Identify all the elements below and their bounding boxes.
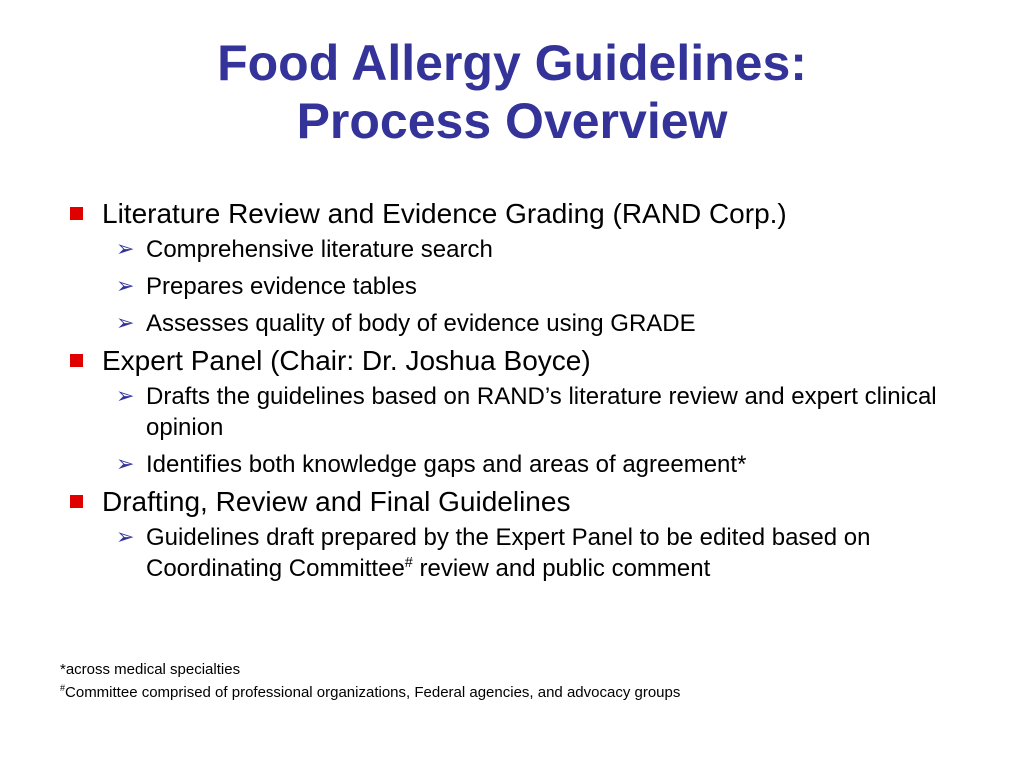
section-literature-review: [64, 196, 984, 232]
slide-title-line-1: Food Allergy Guidelines:: [217, 35, 807, 91]
list-item: [116, 449, 984, 480]
red-square-bullet-icon: [70, 207, 83, 220]
footnote-specialties: *across medical specialties: [60, 661, 241, 678]
section-heading: Expert Panel (Chair: Dr. Joshua Boyce): [102, 345, 591, 376]
footnotes: [60, 658, 680, 704]
slide-body: [64, 196, 984, 584]
section-heading: Literature Review and Evidence Grading (RAND Corp.): [102, 198, 787, 229]
list-item-text: Assesses quality of body of evidence using GRADE: [146, 310, 696, 337]
arrow-bullet-icon: ➢: [116, 311, 135, 336]
arrow-bullet-icon: ➢: [116, 274, 135, 299]
list-item-text: Prepares evidence tables: [146, 273, 417, 300]
slide-title: [0, 34, 1024, 150]
list-item-text: Drafts the guidelines based on RAND’s literature review and expert clinical opinion: [146, 383, 937, 441]
list-item: [116, 381, 984, 443]
list-item-text-end: review and public comment: [412, 555, 711, 582]
slide-title-line-2: Process Overview: [296, 93, 728, 149]
list-item-text-start: Guidelines draft prepared by the Expert Panel to be edited based on Coordinating Committee: [146, 524, 871, 582]
list-item-text: [146, 524, 871, 582]
arrow-bullet-icon: ➢: [116, 452, 135, 477]
section-drafting-review: [64, 484, 984, 520]
committee-footnote-mark: #: [404, 555, 413, 571]
footnote-mark: #: [60, 683, 66, 693]
red-square-bullet-icon: [70, 354, 83, 367]
list-item: [116, 308, 984, 339]
list-item: [116, 271, 984, 302]
footnote-committee: [60, 681, 680, 704]
list-item: [116, 522, 984, 584]
arrow-bullet-icon: ➢: [116, 525, 135, 550]
section-expert-panel: [64, 343, 984, 379]
arrow-bullet-icon: ➢: [116, 237, 135, 262]
list-item-text: Identifies both knowledge gaps and areas of agreement*: [146, 451, 747, 478]
list-item-text: Comprehensive literature search: [146, 236, 493, 263]
footnote-committee-text: Committee comprised of professional organizations, Federal agencies, and advocacy groups: [65, 684, 681, 701]
list-item: [116, 234, 984, 265]
red-square-bullet-icon: [70, 495, 83, 508]
arrow-bullet-icon: ➢: [116, 384, 135, 409]
section-heading: Drafting, Review and Final Guidelines: [102, 486, 571, 517]
